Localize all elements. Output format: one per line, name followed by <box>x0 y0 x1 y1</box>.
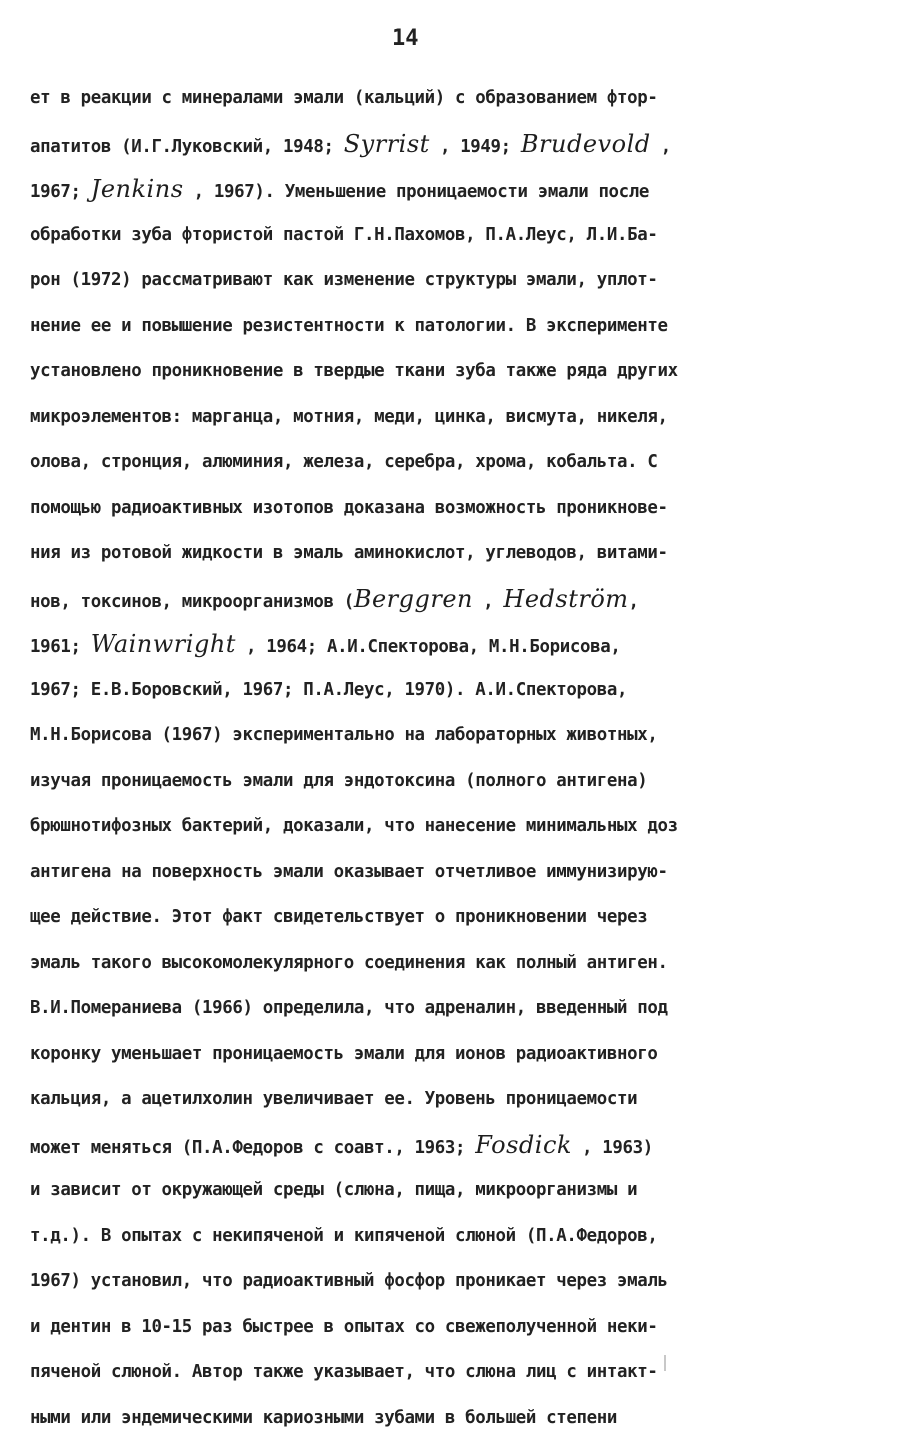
page-number: 14 <box>392 26 419 51</box>
handwritten-author-name: Fosdick <box>475 1130 572 1159</box>
typed-text: , <box>650 136 671 157</box>
text-line <box>30 1350 870 1396</box>
text-line <box>30 1123 870 1169</box>
text-line <box>30 1305 870 1351</box>
typed-text: , 1949; <box>429 136 521 157</box>
handwritten-author-name: Syrrist <box>343 129 430 158</box>
typed-text: апатитов (И.Г.Луковский, 1948; <box>30 136 344 157</box>
typed-text: брюшнотифозных бактерий, доказали, что нанесение минимальных доз <box>30 816 678 836</box>
text-line <box>30 440 870 486</box>
typed-text: 1967; <box>30 182 91 202</box>
typed-text: т.д.). В опытах с некипяченой и кипяченой слюной (П.А.Федоров, <box>30 1225 658 1246</box>
typed-text: нение ее и повышение резистентности к патологии. В эксперименте <box>30 315 668 336</box>
typed-text: эмаль такого высокомолекулярного соединения как полный антиген. <box>30 952 668 973</box>
scan-mark <box>664 1355 666 1371</box>
typed-text: 1961; <box>30 637 91 657</box>
typed-text: помощью радиоактивных изотопов доказана возможность проникнове- <box>30 497 668 518</box>
text-line <box>30 258 870 304</box>
typed-text: может меняться (П.А.Федоров с соавт., 1963; <box>30 1137 476 1158</box>
typed-text: ния из ротовой жидкости в эмаль аминокислот, углеводов, витами- <box>30 543 668 563</box>
typed-text: ет в реакции с минералами эмали (кальций) с образованием фтор- <box>30 88 658 108</box>
text-line <box>30 122 870 168</box>
handwritten-author-name: Jenkins <box>90 175 184 203</box>
typed-text: кальция, а ацетилхолин увеличивает ее. Уровень проницаемости <box>30 1089 638 1109</box>
typed-text: , <box>628 591 639 612</box>
text-line <box>30 850 870 896</box>
typed-text: рон (1972) рассматривают как изменение структуры эмали, уплот- <box>30 270 658 290</box>
typed-text: обработки зуба фтористой пастой Г.Н.Пахомов, П.А.Леус, Л.И.Ба- <box>30 224 658 245</box>
text-line <box>30 895 870 941</box>
handwritten-author-name: Berggren <box>353 584 474 613</box>
text-line <box>30 713 870 759</box>
text-line <box>30 1077 870 1123</box>
body-text <box>30 76 870 1441</box>
text-line <box>30 167 870 213</box>
typed-text: 1967; Е.В.Боровский, 1967; П.А.Леус, 1970). А.И.Спекторова, <box>30 679 628 700</box>
typed-text: микроэлементов: марганца, мотния, меди, цинка, висмута, никеля, <box>30 406 668 427</box>
handwritten-author-name: Brudevold <box>520 129 651 158</box>
typed-text: пяченой слюной. Автор также указывает, что слюна лиц с интакт- <box>30 1362 658 1382</box>
text-line <box>30 395 870 441</box>
typed-text: , 1963) <box>571 1137 653 1158</box>
text-line <box>30 486 870 532</box>
typed-text: , <box>473 591 504 612</box>
text-line <box>30 1214 870 1260</box>
typed-text: нов, токсинов, микроорганизмов ( <box>30 591 354 612</box>
typed-text: , 1964; А.И.Спекторова, М.Н.Борисова, <box>235 637 621 657</box>
typed-text: антигена на поверхность эмали оказывает отчетливое иммунизирую- <box>30 861 668 882</box>
text-line <box>30 1259 870 1305</box>
text-line <box>30 213 870 259</box>
typed-text: изучая проницаемость эмали для эндотоксина (полного антигена) <box>30 770 648 791</box>
text-line <box>30 76 870 122</box>
text-line <box>30 1032 870 1078</box>
handwritten-author-name: Hedström <box>503 584 629 613</box>
typed-text: коронку уменьшает проницаемость эмали для ионов радиоактивного <box>30 1043 658 1064</box>
typed-text: олова, стронция, алюминия, железа, серебра, хрома, кобальта. С <box>30 452 658 472</box>
text-line <box>30 1168 870 1214</box>
text-line <box>30 941 870 987</box>
typed-text: и дентин в 10-15 раз быстрее в опытах со свежеполученной неки- <box>30 1316 658 1337</box>
text-line <box>30 668 870 714</box>
typed-text: 1967) установил, что радиоактивный фосфор проникает через эмаль <box>30 1271 668 1291</box>
text-line <box>30 759 870 805</box>
typed-text: установлено проникновение в твердые ткани зуба также ряда других <box>30 361 678 381</box>
typed-text: , 1967). Уменьшение проницаемости эмали после <box>183 182 650 202</box>
handwritten-author-name: Wainwright <box>90 630 236 658</box>
text-line <box>30 304 870 350</box>
typed-text: ными или эндемическими кариозными зубами в большей степени <box>30 1407 617 1428</box>
typed-text: щее действие. Этот факт свидетельствует о проникновении через <box>30 907 648 927</box>
text-line <box>30 622 870 668</box>
text-line <box>30 986 870 1032</box>
text-line <box>30 804 870 850</box>
text-line <box>30 577 870 623</box>
text-line <box>30 1396 870 1442</box>
typed-text: В.И.Помераниева (1966) определила, что адреналин, введенный под <box>30 998 668 1018</box>
text-line <box>30 531 870 577</box>
typed-text: М.Н.Борисова (1967) экспериментально на лабораторных животных, <box>30 725 658 745</box>
typed-text: и зависит от окружающей среды (слюна, пища, микроорганизмы и <box>30 1180 638 1200</box>
text-line <box>30 349 870 395</box>
